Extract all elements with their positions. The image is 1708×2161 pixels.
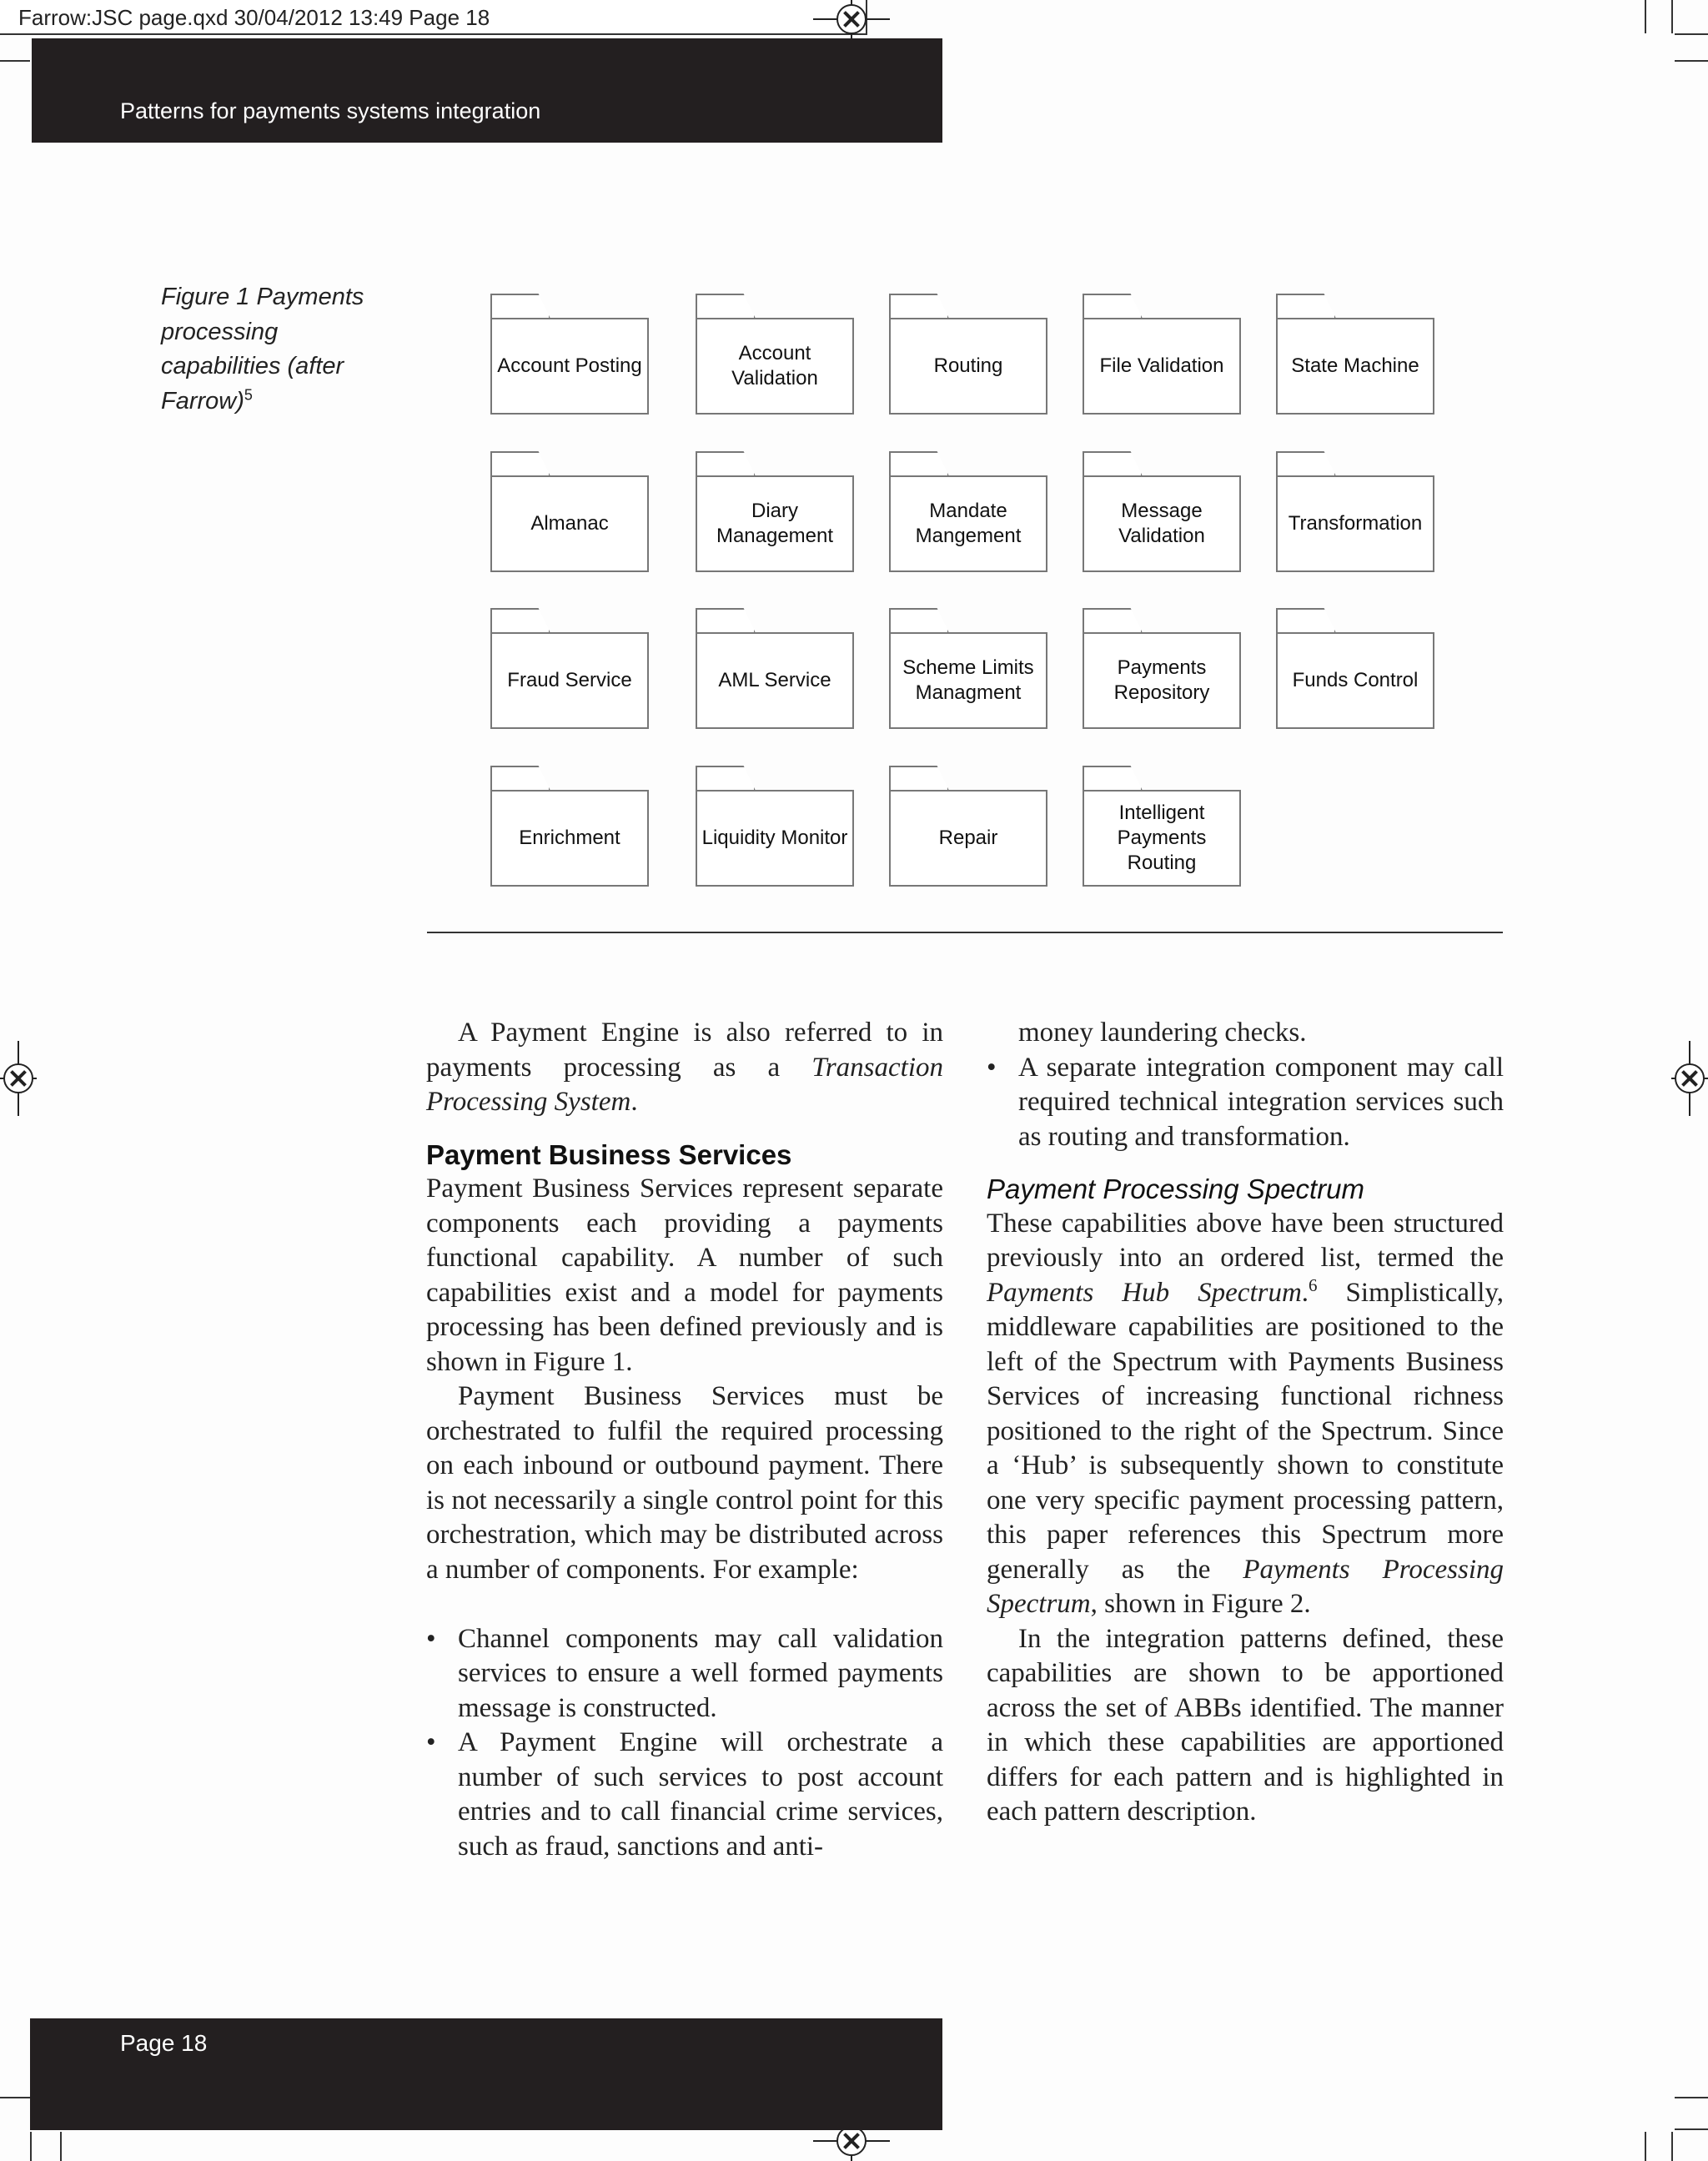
list-item: • Channel components may call validation services to ensure a well formed payments message is constructed. xyxy=(426,1622,943,1726)
package-label: File Validation xyxy=(1083,318,1241,415)
package-label: Fraud Service xyxy=(490,632,649,729)
package-tab xyxy=(696,451,756,476)
package-tab xyxy=(1276,608,1336,633)
text-run: . xyxy=(630,1087,638,1117)
registration-mark-left xyxy=(3,1063,33,1093)
crop-mark xyxy=(1671,0,1673,33)
crop-mark xyxy=(60,2132,62,2161)
package-tab xyxy=(490,451,550,476)
package-tab xyxy=(696,608,756,633)
crop-mark xyxy=(1675,33,1708,35)
crop-mark xyxy=(1645,0,1646,33)
section-heading: Payment Business Services xyxy=(426,1138,792,1170)
package-tab xyxy=(1083,608,1143,633)
crop-mark xyxy=(1675,60,1708,62)
package-tab xyxy=(1083,451,1143,476)
list-item-continuation: money laundering checks. xyxy=(1018,1018,1307,1048)
package-tab xyxy=(696,294,756,319)
printer-slug: Farrow:JSC page.qxd 30/04/2012 13:49 Page 18 xyxy=(0,0,867,35)
package-tab xyxy=(889,766,949,791)
footnote-ref: 6 xyxy=(1309,1274,1318,1295)
package-tab xyxy=(1276,451,1336,476)
text-column-right xyxy=(987,1016,1504,1830)
package-label: Routing xyxy=(889,318,1047,415)
package-label: Scheme Limits Managment xyxy=(889,632,1047,729)
bullet-list xyxy=(987,1051,1504,1155)
page-number: Page 18 xyxy=(120,2030,208,2056)
package-label: Diary Management xyxy=(696,475,854,572)
subsection-heading: Payment Processing Spectrum xyxy=(987,1173,1365,1204)
text-run: Simplistically, middleware capabilities are positioned to the left of the Spectrum with Payments Business Services of increasing functional richness positioned to the right of the Spectrum. Since a ‘Hub’ is subsequently shown to constitute one very specific payment processing pattern, this paper references this Spectrum more generally as the xyxy=(987,1277,1505,1585)
package-tab xyxy=(490,294,550,319)
package-label: Liquidity Monitor xyxy=(696,790,854,887)
package-label: State Machine xyxy=(1276,318,1434,415)
package-tab xyxy=(1276,294,1336,319)
crop-mark xyxy=(1671,2132,1673,2161)
crop-mark xyxy=(0,60,30,62)
paragraph xyxy=(426,1016,943,1120)
paragraph: These capabilities above have been structured previously into an ordered list, termed the Payments Hub Spectrum.$^6$ Simplistically, middleware capabilities are positioned to the left of the Spectrum with Payments Business Services of increasing functional richness positioned to the right of the Spectrum. Since a ‘Hub’ is subsequently shown to constitute one very specific payment processing pattern, this paper references this Spectrum more generally as the Payments Processing Spectrum, shown in Figure 2. xyxy=(987,1208,1505,1619)
package-label: Mandate Mangement xyxy=(889,475,1047,572)
figure-caption-ref: 5 xyxy=(244,385,253,403)
package-tab xyxy=(889,608,949,633)
running-header: Patterns for payments systems integration xyxy=(120,98,541,123)
package-label: Message Validation xyxy=(1083,475,1241,572)
package-tab xyxy=(1083,766,1143,791)
package-label: AML Service xyxy=(696,632,854,729)
package-label: Intelligent Payments Routing xyxy=(1083,790,1241,887)
text-run: A Payment Engine is also referred to in payments processing as a xyxy=(426,1018,943,1083)
registration-mark-top xyxy=(836,4,867,34)
paragraph: Payment Business Services must be orchestrated to fulfil the required processing on each inbound or outbound payment. There is not necessarily a single control point for this orchestration, which may be distributed across a number of components. For example: xyxy=(426,1381,943,1585)
package-tab xyxy=(889,451,949,476)
paragraph: Payment Business Services represent separate components each providing a payments functional capability. A number of such capabilities exist and a model for payments processing has been defined previously and is shown in Figure 1. xyxy=(426,1173,943,1377)
figure-caption xyxy=(161,280,378,419)
list-item: • A separate integration component may call required technical integration services such as routing and transformation. xyxy=(987,1051,1504,1155)
registration-mark-right xyxy=(1675,1063,1705,1093)
list-item: • A Payment Engine will orchestrate a number of such services to post account entries and to call financial crime services, such as fraud, sanctions and anti- xyxy=(426,1726,943,1864)
registration-mark-bottom xyxy=(836,2126,867,2156)
package-tab xyxy=(490,608,550,633)
figure-caption-text: Figure 1 Payments processing capabilities (after Farrow) xyxy=(161,284,364,415)
crop-mark xyxy=(1675,2097,1708,2098)
text-run: These capabilities above have been structured previously into an ordered list, termed the xyxy=(987,1208,1504,1273)
package-label: Account Validation xyxy=(696,318,854,415)
text-run: , shown in Figure 2. xyxy=(1090,1589,1311,1619)
emphasis: Payments Hub Spectrum xyxy=(987,1277,1302,1308)
package-label: Enrichment xyxy=(490,790,649,887)
emphasis: Payments Processing Spectrum xyxy=(987,1554,1505,1619)
package-label: Almanac xyxy=(490,475,649,572)
package-label: Funds Control xyxy=(1276,632,1434,729)
crop-mark xyxy=(1675,2128,1708,2130)
package-label: Repair xyxy=(889,790,1047,887)
emphasis: Transaction Processing System xyxy=(426,1052,943,1117)
package-tab xyxy=(696,766,756,791)
text-column-left xyxy=(426,1016,943,1864)
package-label: Payments Repository xyxy=(1083,632,1241,729)
package-tab xyxy=(490,766,550,791)
package-tab xyxy=(889,294,949,319)
package-label: Transformation xyxy=(1276,475,1434,572)
figure-rule xyxy=(427,932,1503,933)
crop-mark xyxy=(1645,2132,1646,2161)
footer-band xyxy=(30,2018,942,2130)
crop-mark xyxy=(30,2132,32,2161)
running-header-band xyxy=(32,38,942,143)
paragraph: In the integration patterns defined, these capabilities are shown to be apportioned across the set of ABBs identified. The manner in which these capabilities are apportioned differs for each pattern and is highlighted in each pattern description. xyxy=(987,1623,1504,1827)
package-tab xyxy=(1083,294,1143,319)
crop-mark xyxy=(0,2097,30,2098)
bullet-list xyxy=(426,1622,943,1865)
package-label: Account Posting xyxy=(490,318,649,415)
